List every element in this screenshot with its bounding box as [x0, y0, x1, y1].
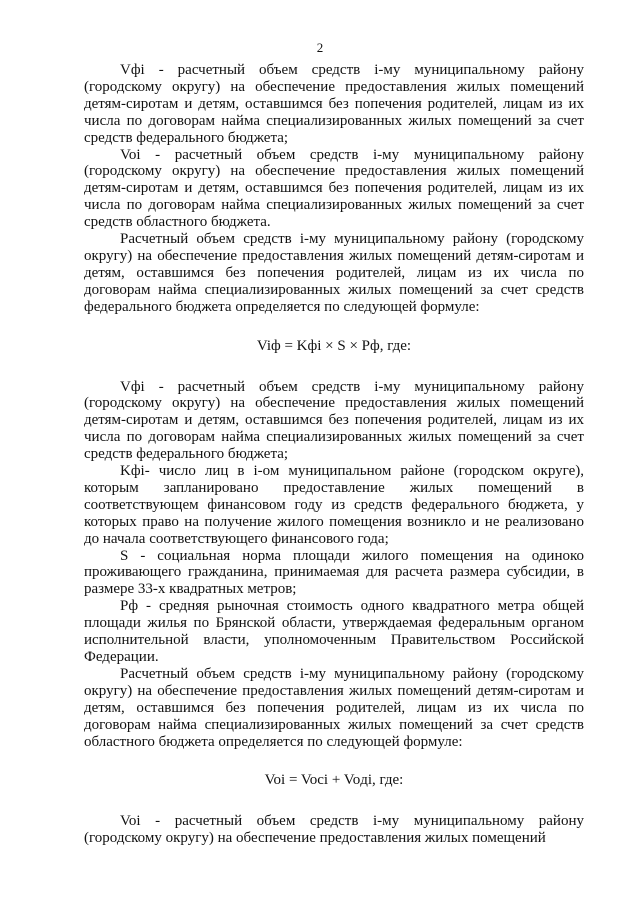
definition-kfi: Kфi- число лиц в i-ом муниципальном районе (городском округе), которым запланировано предоставление жилых помещений в соответствующем финансовом году из средств федерального бюджета, у которых право на получение жилого помещения возникло и не реализовано до начала соответствующего финансового года; — [84, 463, 584, 547]
page-number: 2 — [316, 40, 324, 55]
definition-vfi: Vфi - расчетный объем средств i-му муниципальному району (городскому округу) на обеспечение предоставления жилых помещений детям-сиротам и детям, оставшимся без попечения родителей, лицам из их числа по договорам найма специализированных жилых помещений за счет средств федерального бюджета; — [84, 378, 584, 463]
definition-s: S - социальная норма площади жилого помещения на одиноко проживающего гражданина, принимаемая для расчета размера субсидии, в размере 33-х квадратных метров; — [84, 547, 584, 598]
definition-voi: Voi - расчетный объем средств i-му муниципальному району (городскому округу) на обеспечение предоставления жилых помещений — [84, 813, 584, 847]
document-body — [84, 62, 584, 847]
definition-vfi-federal: Vфi - расчетный объем средств i-му муниципальному району (городскому округу) на обеспечение предоставления жилых помещений детям-сиротам и детям, оставшимся без попечения родителей, лицам из их числа по договорам найма специализированных жилых помещений за счет средств федерального бюджета; — [84, 62, 584, 146]
regional-calculation-intro: Расчетный объем средств i-му муниципальному району (городскому округу) на обеспечение предоставления жилых помещений детям-сиротам и детям, оставшимся без попечения родителей, лицам из их числа по договорам найма специализированных жилых помещений за счет средств областного бюджета определяется по следующей формуле: — [84, 665, 584, 750]
definition-pf: Pф - средняя рыночная стоимость одного квадратного метра общей площади жилья по Брянской области, утверждаемая федеральным органом исполнительной власти, уполномоченным Правительством Российской Федерации. — [84, 598, 584, 665]
regional-formula: Voi = Voci + Voдi, где: — [264, 772, 404, 789]
federal-calculation-intro: Расчетный объем средств i-му муниципальному району (городскому округу) на обеспечение предоставления жилых помещений детям-сиротам и детям, оставшимся без попечения родителей, лицам из их числа по договорам найма специализированных жилых помещений за счет средств федерального бюджета определяется по следующей формуле: — [84, 231, 584, 315]
federal-formula: Viф = Kфi × S × Pф, где: — [256, 337, 412, 354]
definition-voi-regional: Voi - расчетный объем средств i-му муниципальному району (городскому округу) на обеспечение предоставления жилых помещений детям-сиротам и детям, оставшимся без попечения родителей, лицам из их числа по договорам найма специализированных жилых помещений за счет средств областного бюджета. — [84, 146, 584, 231]
